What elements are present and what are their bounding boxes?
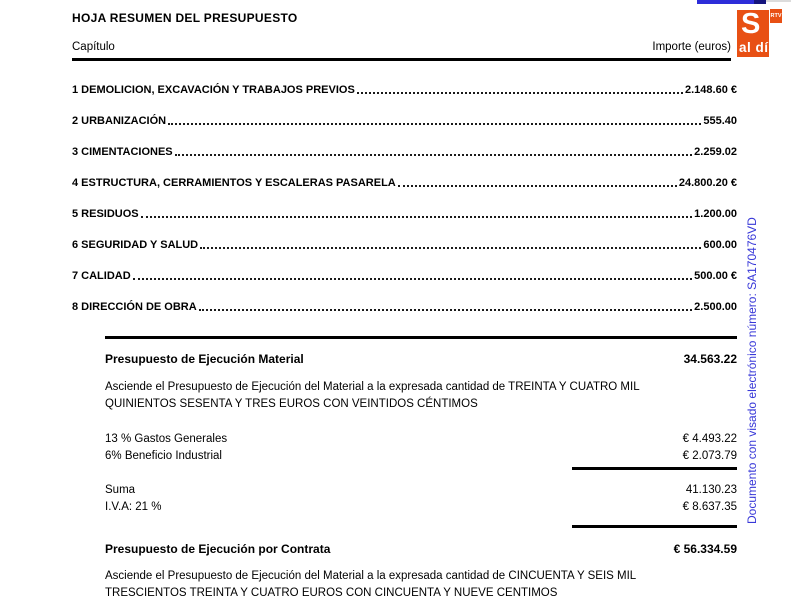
top-banner-bar-gray bbox=[766, 0, 791, 2]
sum-row bbox=[105, 482, 737, 499]
chapter-row bbox=[72, 84, 737, 115]
chapter-amount: 1.200.00 bbox=[694, 208, 737, 220]
iva-row bbox=[105, 499, 737, 516]
overhead-label: 6% Beneficio Industrial bbox=[105, 450, 222, 462]
chapter-amount: 2.500.00 bbox=[694, 301, 737, 313]
chapter-amount: 600.00 bbox=[703, 239, 737, 251]
chapter-row bbox=[72, 177, 737, 208]
top-banner-bar-dark bbox=[754, 0, 766, 4]
chapter-row bbox=[72, 115, 737, 146]
column-header-chapter: Capítulo bbox=[72, 41, 115, 53]
logo-s-glyph: S bbox=[741, 8, 761, 40]
table-header bbox=[72, 41, 731, 61]
contract-description: Asciende el Presupuesto de Ejecución del Material a la expresada cantidad de CINCUENTA Y SEIS MIL TRESCIENTOS TREINTA Y CUATRO EUROS CON CINCUENTA Y NUEVE CENTIMOS bbox=[105, 570, 636, 598]
logo-rtv-tab: RTV bbox=[770, 9, 782, 23]
chapter-label: 4 ESTRUCTURA, CERRAMIENTOS Y ESCALERAS PASARELA bbox=[72, 177, 396, 189]
chapter-label: 6 SEGURIDAD Y SALUD bbox=[72, 239, 199, 251]
contract-total-row bbox=[105, 542, 737, 556]
chapter-row bbox=[72, 239, 737, 270]
chapter-row bbox=[72, 146, 737, 177]
iva-label: I.V.A: 21 % bbox=[105, 501, 162, 513]
overheads-block bbox=[105, 431, 737, 470]
top-banner-bar bbox=[697, 0, 754, 4]
dot-leader bbox=[199, 301, 692, 311]
chapter-label: 8 DIRECCIÓN DE OBRA bbox=[72, 301, 197, 313]
total-divider bbox=[572, 525, 737, 528]
dot-leader bbox=[398, 177, 677, 187]
material-title: Presupuesto de Ejecución Material bbox=[105, 352, 304, 366]
sum-amount: 41.130.23 bbox=[685, 484, 737, 496]
chapter-amount: 500.00 € bbox=[694, 270, 737, 282]
overhead-row bbox=[105, 431, 737, 448]
electronic-visa-watermark: Documento con visado electrónico número: SA170476VD bbox=[745, 217, 759, 524]
chapter-amount: 2.259.02 bbox=[694, 146, 737, 158]
chapter-label: 7 CALIDAD bbox=[72, 270, 131, 282]
rtv-al-dia-logo bbox=[737, 9, 782, 58]
totals-section bbox=[105, 336, 737, 598]
sum-block bbox=[105, 482, 737, 528]
column-header-amount: Importe (euros) bbox=[652, 41, 731, 53]
contract-title: Presupuesto de Ejecución por Contrata bbox=[105, 542, 331, 556]
dot-leader bbox=[141, 208, 693, 218]
chapter-row bbox=[72, 208, 737, 239]
contract-amount: € 56.334.59 bbox=[673, 542, 737, 556]
chapter-label: 2 URBANIZACIÓN bbox=[72, 115, 167, 127]
overhead-row bbox=[105, 448, 737, 465]
overhead-label: 13 % Gastos Generales bbox=[105, 433, 228, 445]
chapter-amount: 24.800.20 € bbox=[678, 177, 737, 189]
chapter-list bbox=[72, 84, 737, 332]
chapter-label: 1 DEMOLICION, EXCAVACIÓN Y TRABAJOS PREVIOS bbox=[72, 84, 355, 96]
chapter-row bbox=[72, 270, 737, 301]
material-description: Asciende el Presupuesto de Ejecución del Material a la expresada cantidad de TREINTA Y CUATRO MIL QUINIENTOS SESENTA Y TRES EUROS CON VEINTIDOS CÉNTIMOS bbox=[105, 381, 640, 410]
dot-leader bbox=[200, 239, 701, 249]
subtotal-divider bbox=[572, 467, 737, 470]
sum-label: Suma bbox=[105, 484, 136, 496]
iva-amount: € 8.637.35 bbox=[682, 501, 737, 513]
dot-leader bbox=[133, 270, 693, 280]
chapter-amount: 555.40 bbox=[703, 115, 737, 127]
overhead-amount: € 2.073.79 bbox=[682, 450, 737, 462]
chapter-label: 3 CIMENTACIONES bbox=[72, 146, 173, 158]
chapter-label: 5 RESIDUOS bbox=[72, 208, 139, 220]
dot-leader bbox=[357, 84, 683, 94]
logo-al-dia-label: al día bbox=[739, 40, 777, 55]
page-title: HOJA RESUMEN DEL PRESUPUESTO bbox=[72, 11, 298, 25]
dot-leader bbox=[175, 146, 693, 156]
material-total-row bbox=[105, 352, 737, 366]
chapter-row bbox=[72, 301, 737, 332]
dot-leader bbox=[168, 115, 701, 125]
overhead-amount: € 4.493.22 bbox=[682, 433, 737, 445]
material-amount: 34.563.22 bbox=[683, 352, 737, 366]
chapter-amount: 2.148.60 € bbox=[685, 84, 737, 96]
